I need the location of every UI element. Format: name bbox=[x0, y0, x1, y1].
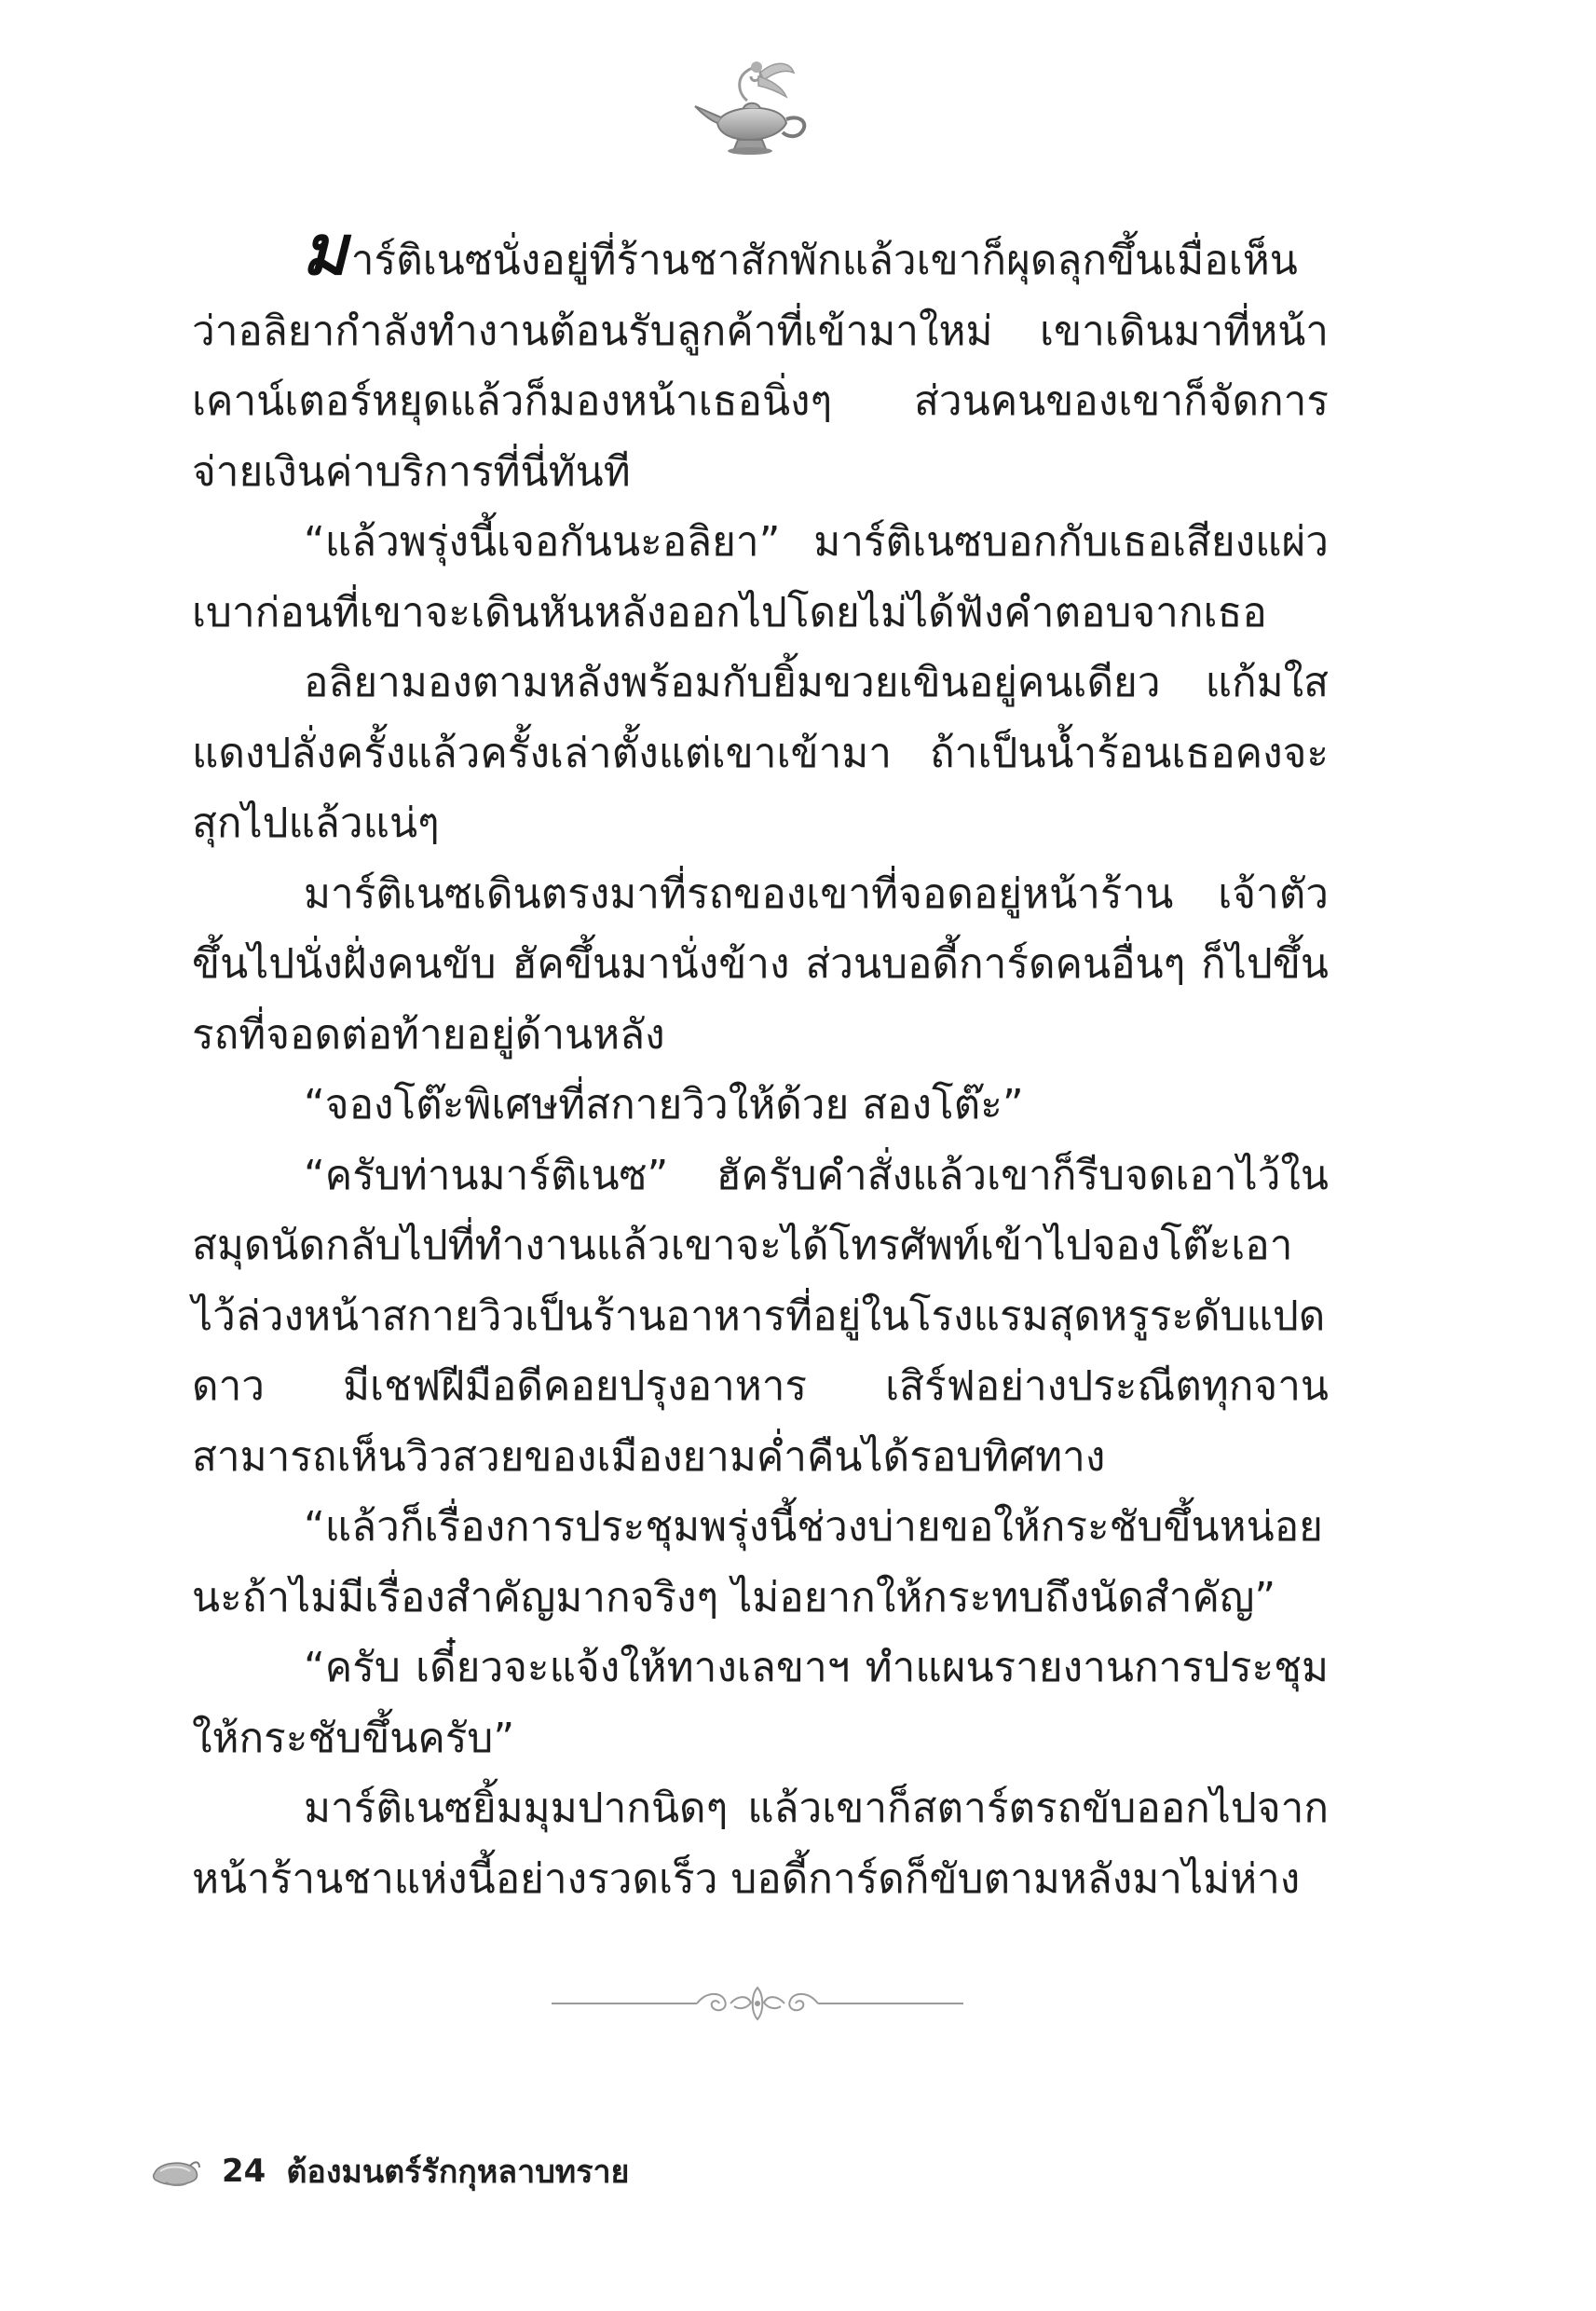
page-footer bbox=[149, 2153, 629, 2190]
genie-lamp-icon bbox=[689, 56, 820, 158]
drop-cap: ม bbox=[302, 211, 348, 291]
story-text bbox=[192, 211, 1329, 1914]
lamp-icon bbox=[149, 2153, 201, 2190]
paragraph-7: “แล้วก็เรื่องการประชุมพรุ่งนี้ช่วงบ่ายขอให้กระชับขึ้นหน่อยนะถ้าไม่มีเรื่องสำคัญมากจริงๆ ไม่อยากให้กระทบถึงนัดสำคัญ” bbox=[192, 1503, 1323, 1621]
paragraph-8: “ครับ เดี๋ยวจะแจ้งให้ทางเลขาฯ ทำแผนรายงานการประชุมให้กระชับขึ้นครับ” bbox=[192, 1644, 1329, 1762]
paragraph-1 bbox=[192, 211, 1329, 507]
book-title: ต้องมนตร์รักกุหลาบทราย bbox=[286, 2154, 630, 2191]
paragraph-9: มาร์ติเนซยิ้มมุมปากนิดๆ แล้วเขาก็สตาร์ตรถขับออกไปจากหน้าร้านชาแห่งนี้อย่างรวดเร็ว บอดี้การ์ดก็ขับตามหลังมาไม่ห่าง bbox=[192, 1785, 1329, 1903]
paragraph-4: มาร์ติเนซเดินตรงมาที่รถของเขาที่จอดอยู่หน้าร้าน เจ้าตัวขึ้นไปนั่งฝั่งคนขับ ฮัคขึ้นมานั่งข้าง ส่วนบอดี้การ์ดคนอื่นๆ ก็ไปขึ้นรถที่จอดต่อท้ายอยู่ด้านหลัง bbox=[192, 869, 1329, 1059]
flourish-divider-icon bbox=[548, 1980, 967, 2027]
paragraph-6: “ครับท่านมาร์ติเนซ” ฮัครับคำสั่งแล้วเขาก็รีบจดเอาไว้ในสมุดนัดกลับไปที่ทำงานแล้วเขาจะได้โทรศัพท์เข้าไปจองโต๊ะเอาไว้ล่วงหน้าสกายวิวเป็นร้านอาหารที่อยู่ในโรงแรมสุดหรูระดับแปดดาว มีเชฟฝีมือดีคอยปรุงอาหาร เสิร์ฟอย่างประณีตทุกจาน สามารถเห็นวิวสวยของเมืองยามค่ำคืนได้รอบทิศทาง bbox=[192, 1151, 1329, 1481]
paragraph-2: “แล้วพรุ่งนี้เจอกันนะอลิยา” มาร์ติเนซบอกกับเธอเสียงแผ่วเบาก่อนที่เขาจะเดินหันหลังออกไปโดยไม่ได้ฟังคำตอบจากเธอ bbox=[192, 518, 1329, 636]
page-number: 24 bbox=[222, 2153, 266, 2190]
paragraph-1-text: าร์ติเนซนั่งอยู่ที่ร้านชาสักพักแล้วเขาก็ผุดลุกขึ้นเมื่อเห็นว่าอลิยากำลังทำงานต้อนรับลูกค้าที่เข้ามาใหม่ เขาเดินมาที่หน้าเคาน์เตอร์หยุดแล้วก็มองหน้าเธอนิ่งๆ ส่วนคนของเขาก็จัดการจ่ายเงินค่าบริการที่นี่ทันที bbox=[192, 237, 1329, 496]
paragraph-3: อลิยามองตามหลังพร้อมกับยิ้มขวยเขินอยู่คนเดียว แก้มใสแดงปลั่งครั้งแล้วครั้งเล่าตั้งแต่เขาเข้ามา ถ้าเป็นน้ำร้อนเธอคงจะสุกไปแล้วแน่ๆ bbox=[192, 659, 1329, 847]
paragraph-5: “จองโต๊ะพิเศษที่สกายวิวให้ด้วย สองโต๊ะ” bbox=[304, 1081, 1024, 1128]
